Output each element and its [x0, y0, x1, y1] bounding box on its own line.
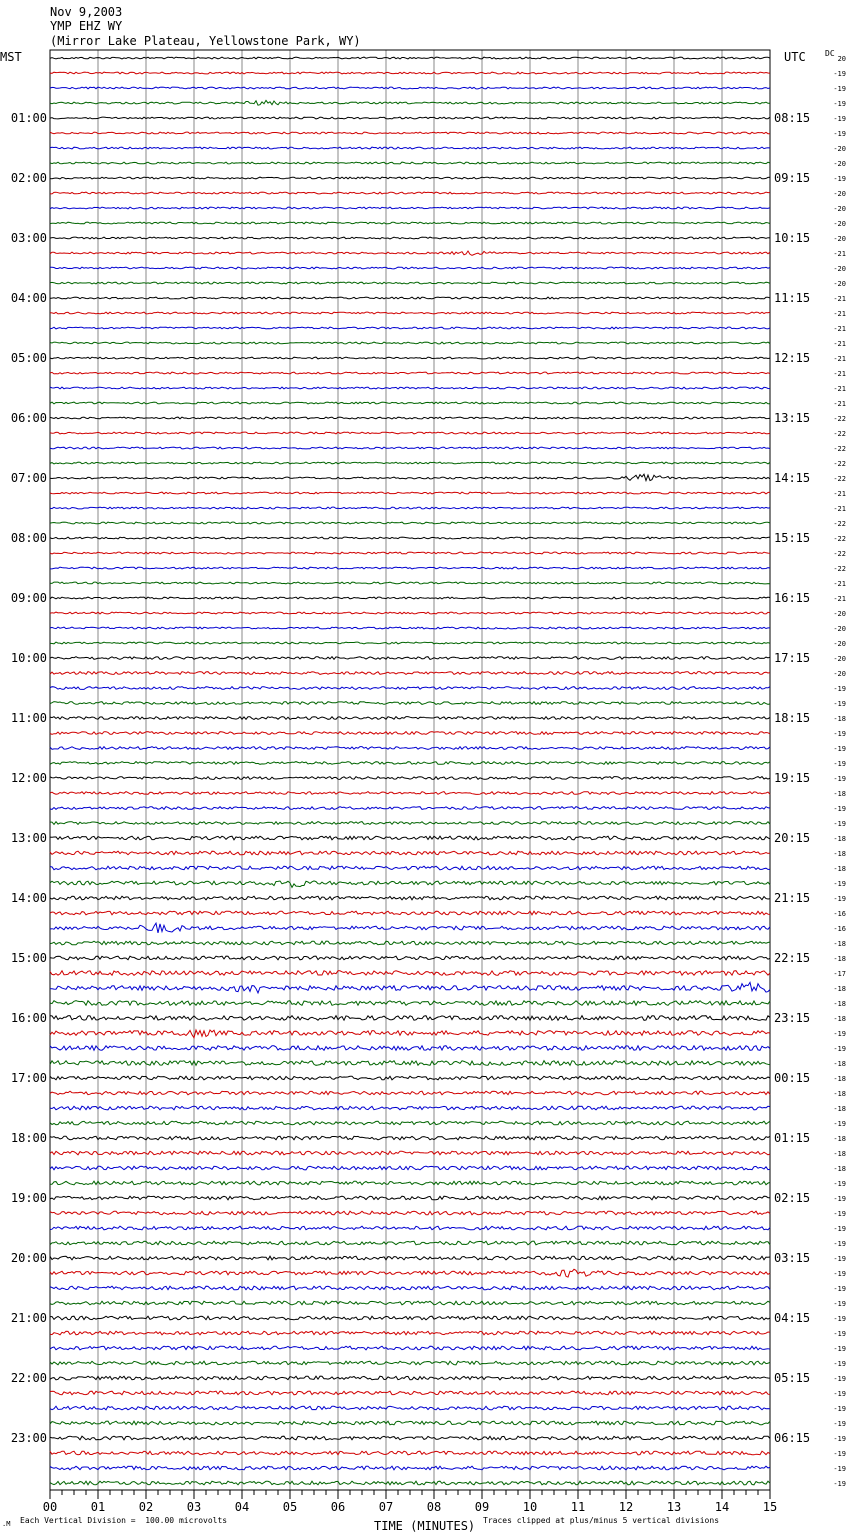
right-hour-label: 02:15	[774, 1191, 811, 1205]
left-hour-label: 14:00	[10, 891, 47, 905]
dc-offset-label: -21	[833, 355, 846, 363]
seismic-trace	[50, 627, 770, 629]
seismic-trace	[50, 1196, 770, 1200]
dc-offset-label: -19	[833, 1255, 846, 1263]
seismic-trace	[50, 702, 770, 705]
seismic-trace	[50, 1061, 770, 1066]
left-hour-label: 05:00	[10, 351, 47, 365]
seismic-trace	[50, 1361, 770, 1365]
left-hour-label: 23:00	[10, 1431, 47, 1445]
dc-offset-label: -18	[833, 1000, 846, 1008]
x-tick-label: 02	[138, 1500, 154, 1514]
station-name: YMP EHZ WY	[50, 19, 123, 33]
dc-offset-label: -19	[833, 1480, 846, 1488]
seismic-trace	[50, 192, 770, 194]
left-hour-label: 18:00	[10, 1131, 47, 1145]
seismic-trace	[50, 582, 770, 584]
x-axis-title: TIME (MINUTES)	[374, 1519, 476, 1533]
dc-offset-label: -21	[833, 250, 846, 258]
dc-offset-label: -21	[833, 385, 846, 393]
seismic-trace	[50, 100, 770, 105]
dc-offset-label: -22	[833, 445, 846, 453]
dc-offset-label: -20	[833, 145, 846, 153]
dc-offset-label: -20	[833, 655, 846, 663]
dc-offset-label: -19	[833, 1030, 846, 1038]
seismic-trace	[50, 1421, 770, 1425]
seismic-trace	[50, 1241, 770, 1245]
seismic-trace	[50, 612, 770, 614]
dc-offset-label: -19	[833, 730, 846, 738]
dc-offset-label: -21	[833, 325, 846, 333]
dc-offset-label: -19	[833, 130, 846, 138]
seismic-trace	[50, 971, 770, 976]
dc-offset-label: -20	[833, 670, 846, 678]
dc-offset-label: -19	[833, 1435, 846, 1443]
dc-offset-label: -18	[833, 985, 846, 993]
left-hour-label: 11:00	[10, 711, 47, 725]
dc-offset-label: -19	[833, 1270, 846, 1278]
dc-offset-label: -20	[833, 265, 846, 273]
dc-offset-label: -19	[833, 1315, 846, 1323]
dc-offset-label: -19	[833, 1345, 846, 1353]
left-hour-label: 10:00	[10, 651, 47, 665]
right-hour-label: 12:15	[774, 351, 811, 365]
dc-offset-label: -20	[833, 640, 846, 648]
x-tick-label: 13	[666, 1500, 682, 1514]
seismic-trace	[50, 402, 770, 404]
dc-offset-label: -19	[833, 1195, 846, 1203]
seismic-trace	[50, 1151, 770, 1155]
dc-offset-label: -19	[833, 70, 846, 78]
dc-offset-label: -19	[833, 115, 846, 123]
seismic-trace	[50, 822, 770, 825]
seismic-trace	[50, 911, 770, 915]
seismic-trace	[50, 357, 770, 359]
left-hour-label: 15:00	[10, 951, 47, 965]
dc-offset-label: -19	[833, 805, 846, 813]
dc-offset-label: -19	[833, 1420, 846, 1428]
left-hour-label: 08:00	[10, 531, 47, 545]
x-tick-label: 01	[90, 1500, 106, 1514]
seismic-trace	[50, 222, 770, 224]
footer-mark: .M	[2, 1520, 11, 1528]
dc-offset-label: -19	[833, 880, 846, 888]
seismic-trace	[50, 762, 770, 765]
dc-offset-label: -19	[833, 685, 846, 693]
record-date: Nov 9,2003	[50, 5, 123, 19]
seismic-trace	[50, 87, 770, 89]
seismic-trace	[50, 717, 770, 720]
x-tick-label: 11	[570, 1500, 586, 1514]
left-hour-label: 20:00	[10, 1251, 47, 1265]
clip-note: Traces clipped at plus/minus 5 vertical divisions	[483, 1516, 720, 1525]
dc-offset-label: -18	[833, 1060, 846, 1068]
right-hour-label: 13:15	[774, 411, 811, 425]
dc-offset-label: -19	[833, 175, 846, 183]
seismic-trace	[50, 792, 770, 795]
dc-offset-label: -18	[833, 1105, 846, 1113]
dc-offset-label: -18	[833, 1075, 846, 1083]
seismic-trace	[50, 1211, 770, 1215]
seismic-trace	[50, 866, 770, 870]
dc-offset-label: -19	[833, 760, 846, 768]
dc-offset-label: -21	[833, 580, 846, 588]
seismic-trace	[50, 1091, 770, 1095]
seismic-trace	[50, 552, 770, 554]
seismic-trace	[50, 1166, 770, 1170]
seismic-trace	[50, 1286, 770, 1290]
x-tick-label: 09	[474, 1500, 490, 1514]
x-tick-label: 12	[618, 1500, 634, 1514]
dc-offset-label: -22	[833, 475, 846, 483]
dc-offset-label: -18	[833, 1015, 846, 1023]
left-hour-label: 04:00	[10, 291, 47, 305]
seismic-trace	[50, 372, 770, 374]
left-hour-label: 01:00	[10, 111, 47, 125]
dc-offset-label: -20	[833, 280, 846, 288]
seismic-trace	[50, 132, 770, 134]
seismic-trace	[50, 537, 770, 539]
right-hour-label: 10:15	[774, 231, 811, 245]
dc-offset-label: -16	[833, 925, 846, 933]
seismic-trace	[50, 177, 770, 179]
dc-offset-label: -18	[833, 790, 846, 798]
seismic-trace	[50, 474, 770, 480]
dc-offset-label: -21	[833, 295, 846, 303]
seismic-trace	[50, 72, 770, 74]
dc-offset-label: -18	[833, 1150, 846, 1158]
dc-offset-label: -19	[833, 1405, 846, 1413]
seismic-trace	[50, 1016, 770, 1021]
seismic-trace	[50, 267, 770, 269]
right-hour-label: 00:15	[774, 1071, 811, 1085]
seismic-trace	[50, 687, 770, 690]
right-hour-label: 14:15	[774, 471, 811, 485]
dc-offset-label: -19	[833, 1450, 846, 1458]
seismic-trace	[50, 1406, 770, 1410]
dc-offset-label: -22	[833, 535, 846, 543]
seismic-trace	[50, 836, 770, 840]
dc-offset-label: -17	[833, 970, 846, 978]
x-tick-label: 06	[330, 1500, 346, 1514]
left-hour-label: 19:00	[10, 1191, 47, 1205]
dc-offset-label: -18	[833, 1165, 846, 1173]
dc-offset-label: -19	[833, 1390, 846, 1398]
seismic-trace	[50, 417, 770, 419]
seismic-trace	[50, 982, 770, 993]
dc-offset-label: -21	[833, 370, 846, 378]
left-timezone-label: MST	[0, 50, 22, 64]
seismic-trace	[50, 162, 770, 164]
dc-offset-label: -19	[833, 1225, 846, 1233]
seismic-trace	[50, 956, 770, 960]
right-hour-label: 01:15	[774, 1131, 811, 1145]
dc-offset-label: -18	[833, 955, 846, 963]
right-hour-label: 22:15	[774, 951, 811, 965]
dc-offset-label: -21	[833, 310, 846, 318]
right-hour-label: 08:15	[774, 111, 811, 125]
seismic-trace	[50, 1076, 770, 1080]
seismic-trace	[50, 1030, 770, 1038]
dc-offset-label: -19	[833, 700, 846, 708]
right-hour-label: 16:15	[774, 591, 811, 605]
dc-offset-label: -19	[833, 1300, 846, 1308]
right-hour-label: 23:15	[774, 1011, 811, 1025]
left-hour-label: 06:00	[10, 411, 47, 425]
dc-offset-label: -22	[833, 520, 846, 528]
seismic-trace	[50, 567, 770, 569]
seismic-trace	[50, 1331, 770, 1335]
seismic-trace	[50, 672, 770, 675]
dc-offset-label: -18	[833, 940, 846, 948]
x-tick-label: 04	[234, 1500, 250, 1514]
right-hour-label: 03:15	[774, 1251, 811, 1265]
seismic-trace	[50, 1481, 770, 1485]
dc-offset-label: -20	[833, 190, 846, 198]
right-hour-label: 04:15	[774, 1311, 811, 1325]
dc-offset-label: -22	[833, 565, 846, 573]
left-hour-label: 16:00	[10, 1011, 47, 1025]
left-hour-label: 17:00	[10, 1071, 47, 1085]
seismic-trace	[50, 207, 770, 209]
seismic-trace	[50, 1269, 770, 1277]
dc-offset-label: -21	[833, 595, 846, 603]
dc-offset-label: -19	[833, 1360, 846, 1368]
seismic-trace	[50, 941, 770, 945]
dc-offset-label: -19	[833, 1465, 846, 1473]
dc-offset-label: -18	[833, 1135, 846, 1143]
station-location: (Mirror Lake Plateau, Yellowstone Park, WY)	[50, 34, 361, 48]
right-hour-label: 17:15	[774, 651, 811, 665]
seismic-trace	[50, 1046, 770, 1051]
seismic-trace	[50, 1121, 770, 1125]
dc-offset-label: -20	[833, 235, 846, 243]
dc-offset-label: -21	[833, 340, 846, 348]
right-hour-label: 11:15	[774, 291, 811, 305]
right-hour-label: 06:15	[774, 1431, 811, 1445]
seismic-trace	[50, 237, 770, 239]
x-tick-label: 05	[282, 1500, 298, 1514]
dc-offset-label: -18	[833, 715, 846, 723]
seismic-trace	[50, 1136, 770, 1140]
left-hour-label: 21:00	[10, 1311, 47, 1325]
dc-offset-label: -19	[833, 1045, 846, 1053]
dc-offset-label: -22	[833, 430, 846, 438]
left-hour-label: 22:00	[10, 1371, 47, 1385]
seismic-trace	[50, 657, 770, 660]
seismic-trace	[50, 507, 770, 509]
dc-offset-label: -19	[833, 85, 846, 93]
dc-offset-label: -19	[833, 100, 846, 108]
right-hour-label: 18:15	[774, 711, 811, 725]
dc-offset-label: -19	[833, 820, 846, 828]
seismic-trace	[50, 851, 770, 855]
seismic-trace	[50, 1106, 770, 1110]
seismic-trace	[50, 297, 770, 299]
seismic-trace	[50, 1316, 770, 1320]
dc-offset-label: -19	[833, 1240, 846, 1248]
seismic-trace	[50, 896, 770, 900]
dc-offset-label: -20	[833, 625, 846, 633]
seismic-trace	[50, 777, 770, 780]
seismic-trace	[50, 447, 770, 449]
seismic-trace	[50, 1451, 770, 1455]
right-hour-label: 21:15	[774, 891, 811, 905]
x-tick-label: 07	[378, 1500, 394, 1514]
seismic-trace	[50, 522, 770, 524]
seismic-trace	[50, 1391, 770, 1395]
seismic-trace	[50, 117, 770, 119]
x-tick-label: 00	[42, 1500, 58, 1514]
dc-offset-label: -19	[833, 1285, 846, 1293]
seismic-trace	[50, 1226, 770, 1230]
dc-offset-label: -18	[833, 865, 846, 873]
seismic-trace	[50, 282, 770, 284]
dc-offset-label: -18	[833, 850, 846, 858]
dc-offset-label: -19	[833, 1120, 846, 1128]
dc-offset-label: -20	[833, 160, 846, 168]
seismic-trace	[50, 1436, 770, 1440]
dc-offset-label: -16	[833, 910, 846, 918]
seismic-trace	[50, 1001, 770, 1006]
seismic-trace	[50, 597, 770, 599]
seismic-trace	[50, 923, 770, 933]
seismic-trace	[50, 1466, 770, 1470]
dc-offset-label: -20	[833, 205, 846, 213]
dc-offset-label: -19	[833, 775, 846, 783]
dc-offset-label: -22	[833, 460, 846, 468]
left-hour-label: 03:00	[10, 231, 47, 245]
dc-offset-label: -19	[833, 1330, 846, 1338]
dc-offset-label: -19	[833, 1210, 846, 1218]
right-timezone-label: UTC	[784, 50, 806, 64]
x-tick-label: 08	[426, 1500, 442, 1514]
dc-offset-label: -21	[833, 400, 846, 408]
seismic-trace	[50, 462, 770, 464]
dc-offset-label: -18	[833, 835, 846, 843]
seismic-trace	[50, 312, 770, 314]
dc-offset-label: -18	[833, 1090, 846, 1098]
right-hour-label: 05:15	[774, 1371, 811, 1385]
seismic-trace	[50, 881, 770, 888]
seismic-trace	[50, 57, 770, 59]
seismic-trace	[50, 642, 770, 644]
dc-offset-label: -19	[833, 745, 846, 753]
seismic-trace	[50, 432, 770, 434]
dc-offset-label: -21	[833, 490, 846, 498]
x-tick-label: 14	[714, 1500, 730, 1514]
seismic-trace	[50, 1346, 770, 1350]
left-hour-label: 02:00	[10, 171, 47, 185]
dc-offset-label: -19	[833, 895, 846, 903]
dc-offset-label: -20	[833, 220, 846, 228]
right-hour-label: 20:15	[774, 831, 811, 845]
x-tick-label: 03	[186, 1500, 202, 1514]
seismic-trace	[50, 147, 770, 149]
x-tick-label: 10	[522, 1500, 538, 1514]
seismic-trace	[50, 387, 770, 389]
dc-offset-label: -19	[833, 1375, 846, 1383]
dc-offset-label: -19	[833, 1180, 846, 1188]
seismic-trace	[50, 342, 770, 344]
dc-header-label: DC	[825, 49, 835, 58]
dc-offset-label: -22	[833, 415, 846, 423]
dc-offset-label: -21	[833, 505, 846, 513]
seismic-trace	[50, 747, 770, 750]
dc-offset-label: -22	[833, 550, 846, 558]
left-hour-label: 07:00	[10, 471, 47, 485]
left-hour-label: 13:00	[10, 831, 47, 845]
right-hour-label: 09:15	[774, 171, 811, 185]
seismic-trace	[50, 1301, 770, 1305]
seismic-trace	[50, 1181, 770, 1185]
dc-offset-label: 20	[837, 55, 846, 63]
seismic-trace	[50, 807, 770, 810]
right-hour-label: 15:15	[774, 531, 811, 545]
left-hour-label: 09:00	[10, 591, 47, 605]
seismic-trace	[50, 251, 770, 255]
x-tick-label: 15	[762, 1500, 778, 1514]
seismic-trace	[50, 732, 770, 735]
seismic-trace	[50, 492, 770, 494]
dc-offset-label: -20	[833, 610, 846, 618]
right-hour-label: 19:15	[774, 771, 811, 785]
seismic-trace	[50, 327, 770, 329]
seismic-trace	[50, 1376, 770, 1380]
seismic-trace	[50, 1256, 770, 1260]
scale-note: Each Vertical Division = 100.00 microvolts	[20, 1516, 228, 1525]
left-hour-label: 12:00	[10, 771, 47, 785]
